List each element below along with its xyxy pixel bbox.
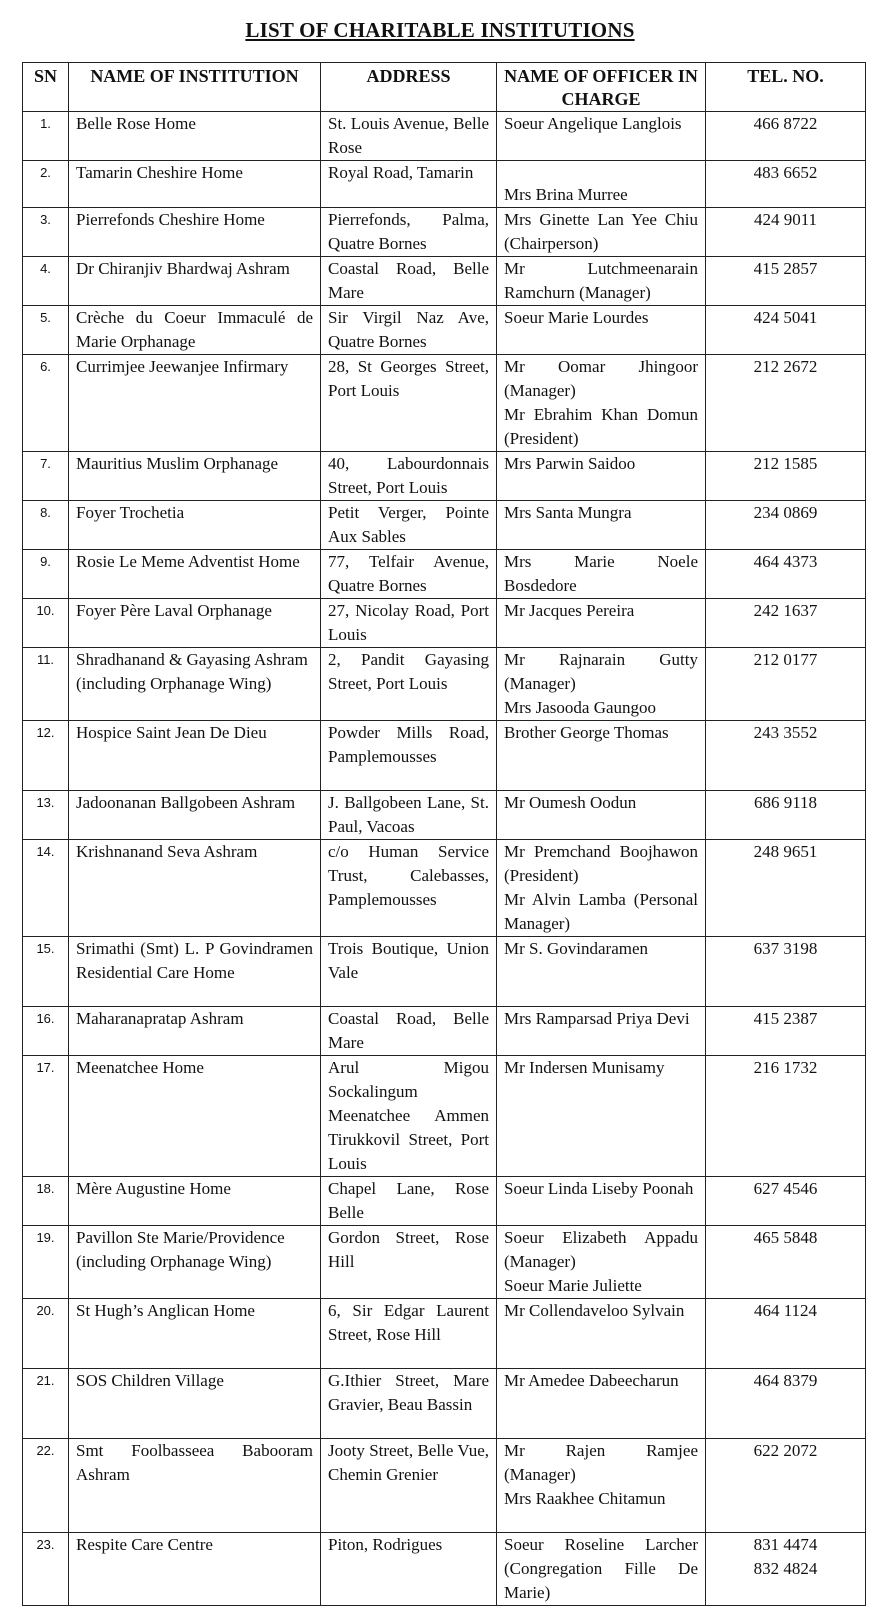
institution-name-text: Shradhanand & Gayasing Ashram — [76, 650, 308, 669]
table-row — [23, 937, 866, 1007]
institution-address: Petit Verger, Pointe Aux Sables — [321, 501, 497, 550]
column-header-tel: TEL. NO. — [706, 63, 866, 112]
row-sn: 3. — [23, 208, 69, 257]
telephone-number: 212 2672 — [706, 355, 866, 452]
table-row — [23, 1369, 866, 1439]
officer-name: Mr Collendaveloo Sylvain — [504, 1301, 685, 1320]
institution-address: Sir Virgil Naz Ave, Quatre Bornes — [321, 306, 497, 355]
telephone-number: 234 0869 — [706, 501, 866, 550]
officer-name: Mr Ebrahim Khan Domun (President) — [504, 405, 698, 448]
officer-in-charge — [497, 161, 706, 208]
institution-name: Dr Chiranjiv Bhardwaj Ashram — [69, 257, 321, 306]
column-header-address: ADDRESS — [321, 63, 497, 112]
table-row — [23, 112, 866, 161]
telephone-number: 248 9651 — [706, 840, 866, 937]
officer-in-charge — [497, 501, 706, 550]
officer-name: Mrs Ginette Lan Yee Chiu (Chairperson) — [504, 210, 698, 253]
officer-name: Mr Indersen Munisamy — [504, 1058, 665, 1077]
institution-name: Foyer Père Laval Orphanage — [69, 599, 321, 648]
institution-address: Powder Mills Road, Pamplemousses — [321, 721, 497, 791]
column-header-sn: SN — [23, 63, 69, 112]
officer-in-charge — [497, 1177, 706, 1226]
table-row — [23, 1007, 866, 1056]
institution-name: Respite Care Centre — [69, 1533, 321, 1606]
officer-name: Mr Rajnarain Gutty (Manager) — [504, 650, 698, 693]
institution-address: c/o Human Service Trust, Calebasses, Pamplemousses — [321, 840, 497, 937]
table-row — [23, 1226, 866, 1299]
officer-name: Soeur Roseline Larcher (Congregation Fille De Marie) — [504, 1535, 698, 1602]
row-sn: 16. — [23, 1007, 69, 1056]
telephone-number: 212 1585 — [706, 452, 866, 501]
institution-name: Tamarin Cheshire Home — [69, 161, 321, 208]
institution-name-note: (including Orphanage Wing) — [76, 674, 272, 693]
institution-name: Maharanapratap Ashram — [69, 1007, 321, 1056]
table-row — [23, 306, 866, 355]
officer-in-charge — [497, 937, 706, 1007]
institution-name: St Hugh’s Anglican Home — [69, 1299, 321, 1369]
officer-name: Mr Jacques Pereira — [504, 601, 635, 620]
institution-address: Coastal Road, Belle Mare — [321, 1007, 497, 1056]
row-sn: 12. — [23, 721, 69, 791]
telephone-number: 464 1124 — [706, 1299, 866, 1369]
institution-name: Smt Foolbasseea Babooram Ashram — [69, 1439, 321, 1533]
officer-name: Mrs Brina Murree — [504, 185, 628, 204]
row-sn: 13. — [23, 791, 69, 840]
institution-address: Jooty Street, Belle Vue, Chemin Grenier — [321, 1439, 497, 1533]
institution-address: St. Louis Avenue, Belle Rose — [321, 112, 497, 161]
officer-name: Mr S. Govindaramen — [504, 939, 649, 958]
officer-name: Mr Oumesh Oodun — [504, 793, 637, 812]
institution-address: 40, Labourdonnais Street, Port Louis — [321, 452, 497, 501]
row-sn: 21. — [23, 1369, 69, 1439]
table-row — [23, 1299, 866, 1369]
table-row — [23, 355, 866, 452]
table-row — [23, 208, 866, 257]
telephone-number: 686 9118 — [706, 791, 866, 840]
officer-in-charge — [497, 355, 706, 452]
table-row — [23, 1533, 866, 1606]
officer-in-charge — [497, 257, 706, 306]
officer-name: Soeur Marie Lourdes — [504, 308, 649, 327]
telephone-number: 243 3552 — [706, 721, 866, 791]
officer-name: Mrs Marie Noele Bosdedore — [504, 552, 698, 595]
officer-in-charge — [497, 1056, 706, 1177]
institution-name: Currimjee Jeewanjee Infirmary — [69, 355, 321, 452]
officer-name: Brother George Thomas — [504, 723, 669, 742]
institution-address: Piton, Rodrigues — [321, 1533, 497, 1606]
officer-in-charge — [497, 599, 706, 648]
telephone-number: 627 4546 — [706, 1177, 866, 1226]
institution-name — [69, 648, 321, 721]
officer-name: Soeur Marie Juliette — [504, 1276, 642, 1295]
row-sn: 17. — [23, 1056, 69, 1177]
institution-address: Chapel Lane, Rose Belle — [321, 1177, 497, 1226]
officer-in-charge — [497, 208, 706, 257]
telephone-number: 212 0177 — [706, 648, 866, 721]
institution-name: Foyer Trochetia — [69, 501, 321, 550]
institutions-table — [22, 62, 866, 1606]
row-sn: 4. — [23, 257, 69, 306]
table-row — [23, 840, 866, 937]
institution-name: Rosie Le Meme Adventist Home — [69, 550, 321, 599]
officer-in-charge — [497, 648, 706, 721]
officer-name: Mr Premchand Boojhawon (President) — [504, 842, 698, 885]
institution-address: 27, Nicolay Road, Port Louis — [321, 599, 497, 648]
institution-address: G.Ithier Street, Mare Gravier, Beau Bassin — [321, 1369, 497, 1439]
table-row — [23, 721, 866, 791]
officer-in-charge — [497, 1439, 706, 1533]
institution-name: Hospice Saint Jean De Dieu — [69, 721, 321, 791]
row-sn: 9. — [23, 550, 69, 599]
page-title: LIST OF CHARITABLE INSTITUTIONS — [245, 18, 635, 42]
officer-in-charge — [497, 840, 706, 937]
table-header-row — [23, 63, 866, 112]
institution-name: Mère Augustine Home — [69, 1177, 321, 1226]
institution-address: 6, Sir Edgar Laurent Street, Rose Hill — [321, 1299, 497, 1369]
row-sn: 15. — [23, 937, 69, 1007]
column-header-officer: NAME OF OFFICER IN CHARGE — [497, 63, 706, 112]
row-sn: 14. — [23, 840, 69, 937]
telephone-number: 415 2387 — [706, 1007, 866, 1056]
row-sn: 11. — [23, 648, 69, 721]
institution-name — [69, 1226, 321, 1299]
institution-name: Jadoonanan Ballgobeen Ashram — [69, 791, 321, 840]
table-row — [23, 452, 866, 501]
officer-name: Mr Lutchmeenarain Ramchurn (Manager) — [504, 259, 698, 302]
telephone-number: 483 6652 — [706, 161, 866, 208]
officer-in-charge — [497, 721, 706, 791]
table-row — [23, 550, 866, 599]
institution-name: Srimathi (Smt) L. P Govindramen Residential Care Home — [69, 937, 321, 1007]
officer-in-charge — [497, 791, 706, 840]
telephone-number-primary: 831 4474 — [753, 1535, 818, 1554]
column-header-name: NAME OF INSTITUTION — [69, 63, 321, 112]
institution-name: Crèche du Coeur Immaculé de Marie Orphanage — [69, 306, 321, 355]
officer-in-charge — [497, 1533, 706, 1606]
table-row — [23, 791, 866, 840]
row-sn: 8. — [23, 501, 69, 550]
officer-in-charge — [497, 452, 706, 501]
officer-name: Soeur Angelique Langlois — [504, 114, 682, 133]
telephone-number: 424 9011 — [706, 208, 866, 257]
telephone-number: 637 3198 — [706, 937, 866, 1007]
table-row — [23, 257, 866, 306]
table-row — [23, 1177, 866, 1226]
row-sn: 1. — [23, 112, 69, 161]
institution-address: Pierrefonds, Palma, Quatre Bornes — [321, 208, 497, 257]
institution-name: Krishnanand Seva Ashram — [69, 840, 321, 937]
officer-in-charge — [497, 306, 706, 355]
table-row — [23, 648, 866, 721]
row-sn: 7. — [23, 452, 69, 501]
officer-in-charge — [497, 112, 706, 161]
table-row — [23, 1056, 866, 1177]
officer-in-charge — [497, 1007, 706, 1056]
institution-name-text: Pavillon Ste Marie/Providence — [76, 1228, 285, 1247]
officer-name: Mrs Ramparsad Priya Devi — [504, 1009, 690, 1028]
telephone-number: 464 4373 — [706, 550, 866, 599]
institution-address: 2, Pandit Gayasing Street, Port Louis — [321, 648, 497, 721]
officer-in-charge — [497, 550, 706, 599]
officer-name: Mrs Raakhee Chitamun — [504, 1489, 666, 1508]
officer-in-charge — [497, 1299, 706, 1369]
officer-name: Soeur Elizabeth Appadu (Manager) — [504, 1228, 698, 1271]
officer-name: Mrs Parwin Saidoo — [504, 454, 636, 473]
telephone-number: 622 2072 — [706, 1439, 866, 1533]
row-sn: 6. — [23, 355, 69, 452]
telephone-number: 464 8379 — [706, 1369, 866, 1439]
telephone-number: 415 2857 — [706, 257, 866, 306]
telephone-number: 216 1732 — [706, 1056, 866, 1177]
telephone-number: 466 8722 — [706, 112, 866, 161]
institution-address: Trois Boutique, Union Vale — [321, 937, 497, 1007]
institution-address: 77, Telfair Avenue, Quatre Bornes — [321, 550, 497, 599]
officer-name: Mrs Jasooda Gaungoo — [504, 698, 657, 717]
institution-name: Meenatchee Home — [69, 1056, 321, 1177]
institution-address: Coastal Road, Belle Mare — [321, 257, 497, 306]
table-row — [23, 501, 866, 550]
officer-name: Soeur Linda Liseby Poonah — [504, 1179, 694, 1198]
row-sn: 18. — [23, 1177, 69, 1226]
telephone-number: 424 5041 — [706, 306, 866, 355]
officer-in-charge — [497, 1226, 706, 1299]
table-row — [23, 1439, 866, 1533]
officer-in-charge — [497, 1369, 706, 1439]
institution-address: Royal Road, Tamarin — [321, 161, 497, 208]
telephone-number-secondary: 832 4824 — [753, 1559, 818, 1578]
institution-name-note: (including Orphanage Wing) — [76, 1252, 272, 1271]
table-row — [23, 599, 866, 648]
officer-name: Mr Alvin Lamba (Personal Manager) — [504, 890, 698, 933]
telephone-number: 465 5848 — [706, 1226, 866, 1299]
row-sn: 23. — [23, 1533, 69, 1606]
row-sn: 2. — [23, 161, 69, 208]
row-sn: 20. — [23, 1299, 69, 1369]
officer-name: Mr Rajen Ramjee (Manager) — [504, 1441, 698, 1484]
institution-name: Mauritius Muslim Orphanage — [69, 452, 321, 501]
officer-name: Mr Oomar Jhingoor (Manager) — [504, 357, 698, 400]
telephone-number — [706, 1533, 866, 1606]
telephone-number: 242 1637 — [706, 599, 866, 648]
officer-name: Mr Amedee Dabeecharun — [504, 1371, 679, 1390]
officer-name: Mrs Santa Mungra — [504, 503, 632, 522]
institution-address: J. Ballgobeen Lane, St. Paul, Vacoas — [321, 791, 497, 840]
row-sn: 19. — [23, 1226, 69, 1299]
table-row — [23, 161, 866, 208]
row-sn: 5. — [23, 306, 69, 355]
institution-address: Arul Migou Sockalingum Meenatchee Ammen Tirukkovil Street, Port Louis — [321, 1056, 497, 1177]
institution-name: Belle Rose Home — [69, 112, 321, 161]
row-sn: 10. — [23, 599, 69, 648]
institution-name: Pierrefonds Cheshire Home — [69, 208, 321, 257]
row-sn: 22. — [23, 1439, 69, 1533]
institution-address: 28, St Georges Street, Port Louis — [321, 355, 497, 452]
institution-name: SOS Children Village — [69, 1369, 321, 1439]
institution-address: Gordon Street, Rose Hill — [321, 1226, 497, 1299]
